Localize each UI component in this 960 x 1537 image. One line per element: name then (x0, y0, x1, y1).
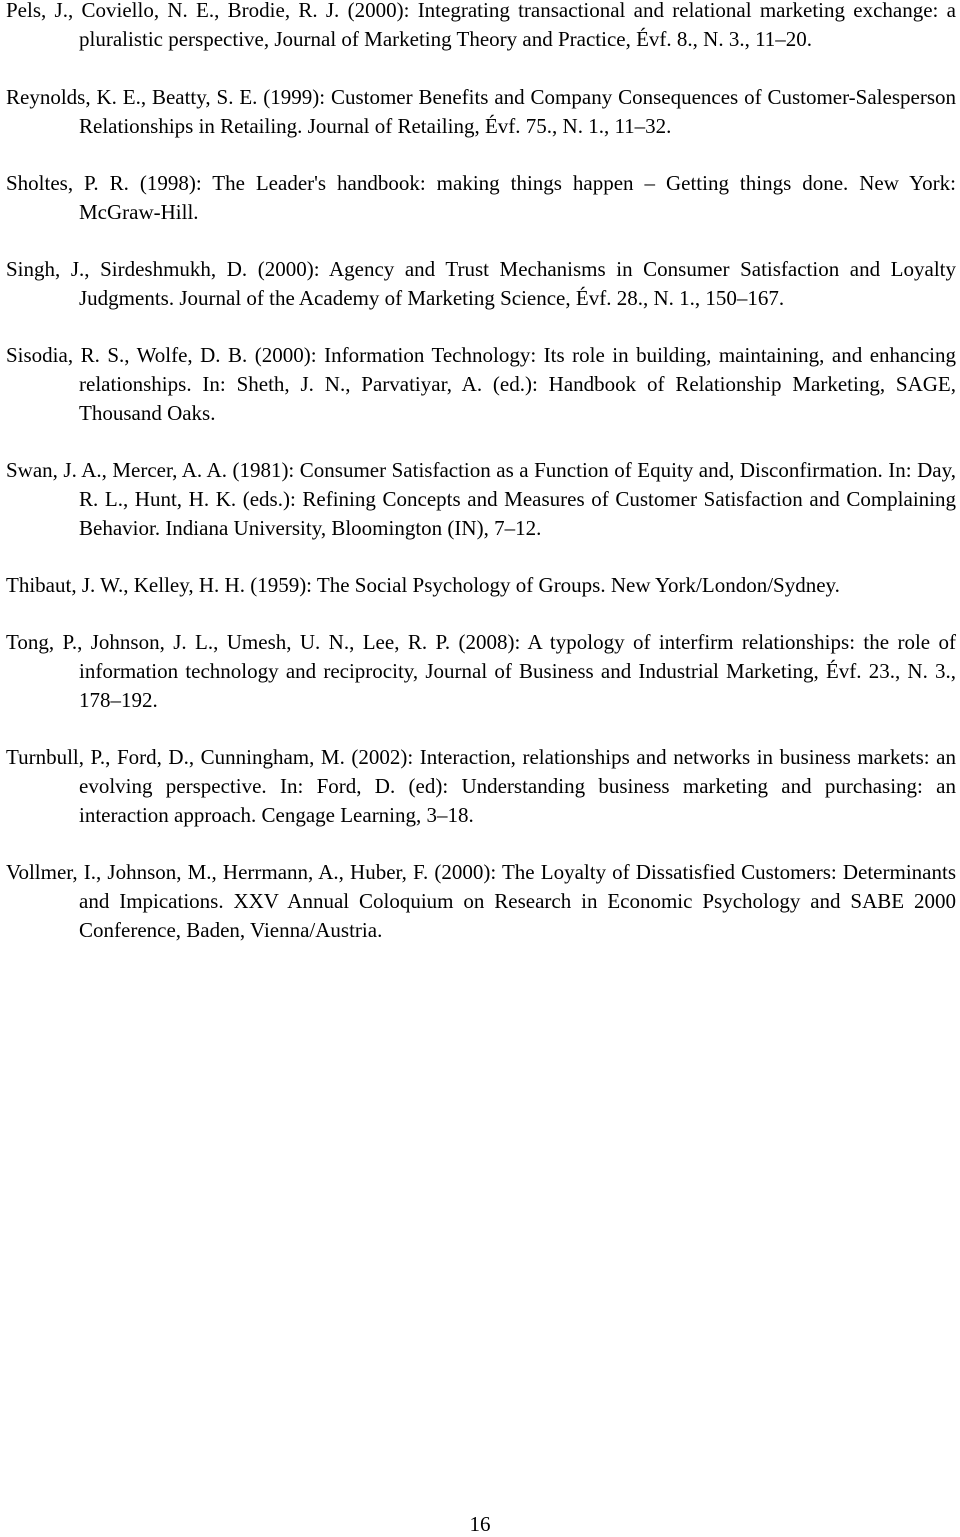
reference-entry-sisodia: Sisodia, R. S., Wolfe, D. B. (2000): Information Technology: Its role in building, maintaining, and enhancing relationships. In: Sheth, J. N., Parvatiyar, A. (ed.): Handbook of Relationship Marketing, SAGE, Thousand Oaks. (6, 343, 956, 425)
reference-entry-turnbull: Turnbull, P., Ford, D., Cunningham, M. (2002): Interaction, relationships and networks in business markets: an evolving perspective. In: Ford, D. (ed): Understanding business marketing and purchasing: an interaction approach. Cengage Learning, 3–18. (6, 745, 956, 827)
reference-entry-thibaut: Thibaut, J. W., Kelley, H. H. (1959): The Social Psychology of Groups. New York/London/Sydney. (6, 573, 840, 597)
reference-list (6, 0, 956, 973)
reference-entry-reynolds: Reynolds, K. E., Beatty, S. E. (1999): Customer Benefits and Company Consequences of Customer-Salesperson Relationships in Retailing. Journal of Retailing, Évf. 75., N. 1., 11–32. (6, 85, 956, 138)
reference-entry-pels: Pels, J., Coviello, N. E., Brodie, R. J. (2000): Integrating transactional and relational marketing exchange: a pluralistic perspective, Journal of Marketing Theory and Practice, Évf. 8., N. 3., 11–20. (6, 0, 956, 51)
reference-entry-vollmer: Vollmer, I., Johnson, M., Herrmann, A., Huber, F. (2000): The Loyalty of Dissatisfied Customers: Determinants and Impications. XXV Annual Coloquium on Research in Economic Psychology and SABE 2000 Conference, Baden, Vienna/Austria. (6, 860, 956, 942)
reference-entry-singh: Singh, J., Sirdeshmukh, D. (2000): Agency and Trust Mechanisms in Consumer Satisfaction and Loyalty Judgments. Journal of the Academy of Marketing Science, Évf. 28., N. 1., 150–167. (6, 257, 956, 310)
page-number: 16 (469, 1512, 491, 1536)
reference-entry-tong: Tong, P., Johnson, J. L., Umesh, U. N., Lee, R. P. (2008): A typology of interfirm relationships: the role of information technology and reciprocity, Journal of Business and Industrial Marketing, Évf. 23., N. 3., 178–192. (6, 630, 956, 712)
reference-entry-sholtes: Sholtes, P. R. (1998): The Leader's handbook: making things happen – Getting things done. New York: McGraw-Hill. (6, 171, 956, 224)
reference-entry-swan: Swan, J. A., Mercer, A. A. (1981): Consumer Satisfaction as a Function of Equity and, Disconfirmation. In: Day, R. L., Hunt, H. K. (eds.): Refining Concepts and Measures of Customer Satisfaction and Complaining Behavior. Indiana University, Bloomington (IN), 7–12. (6, 458, 956, 540)
